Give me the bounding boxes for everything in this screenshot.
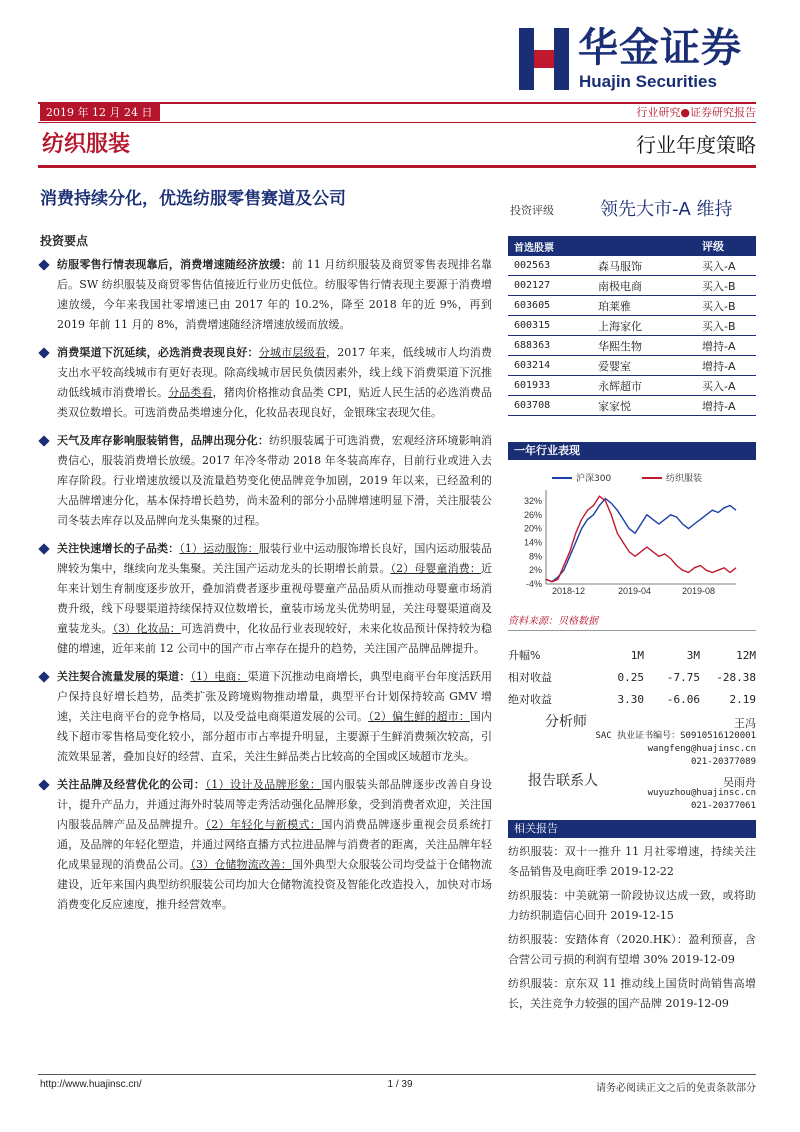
stock-rating: 买入-B xyxy=(702,299,736,313)
related-reports-title: 相关报告 xyxy=(508,820,756,838)
table-row xyxy=(508,276,756,296)
cell-value: 3.30 xyxy=(617,692,644,706)
cell-value: 0.25 xyxy=(617,670,644,684)
stock-name: 南极电商 xyxy=(598,279,642,293)
stock-code: 603214 xyxy=(514,360,551,371)
table-row xyxy=(508,316,756,336)
analyst-heading: 分析师 xyxy=(545,714,587,730)
x-tick-label: 2019-08 xyxy=(682,586,716,596)
point-subhead: 分城市层级看 xyxy=(258,346,326,359)
rating-value: 领先大市-A 维持 xyxy=(600,199,733,220)
stock-name: 森马服饰 xyxy=(598,259,642,273)
diamond-bullet-icon xyxy=(38,347,49,358)
table-header xyxy=(508,644,756,666)
stock-rating: 买入-B xyxy=(702,279,736,293)
related-reports-list xyxy=(508,842,756,1018)
stock-code: 002563 xyxy=(514,260,551,271)
stock-name: 永辉超市 xyxy=(598,379,642,393)
point-subhead: 分品类看 xyxy=(168,386,213,399)
rating-label: 投资评级 xyxy=(510,204,554,217)
industry-name: 纺织服装 xyxy=(42,132,131,157)
stock-name: 爱婴室 xyxy=(598,359,631,373)
stock-rating: 买入-A xyxy=(702,259,736,273)
stock-name: 珀莱雅 xyxy=(598,299,631,313)
point-headline: 关注快速增长的子品类： xyxy=(57,542,180,555)
point-1 xyxy=(40,255,492,335)
point-body: ，猪肉价格推动食品类 CPI，贴近人民生活的必选消费品类双位数增长。可选消费品类增速分化，化妆品表现良好，金银珠宝表现欠佳。 xyxy=(57,386,493,419)
stock-rating: 增持-A xyxy=(702,339,736,353)
point-body: 渠道下沉推动电商增长，典型电商平台年度活跃用户保持良好增长趋势，品类扩张及跨境购物推动增量，典型平台计划保持较高 GMV 增速，关注电商平台的竞争格局，以及受益电商渠道发展的公司。 xyxy=(57,670,493,723)
highlights-heading: 投资要点 xyxy=(40,234,89,248)
contact-name: 吴雨舟 xyxy=(723,776,756,789)
related-report-item[interactable]: 纺织服装：双十一推升 11 月社零增速，持续关注冬品销售及电商旺季 2019-12-22 xyxy=(508,845,756,878)
analyst-phone: 021-20377089 xyxy=(690,757,756,767)
col-header-stock: 首选股票 xyxy=(514,242,554,254)
y-tick-label: 8% xyxy=(528,551,542,562)
point-headline: 关注契合流量发展的渠道： xyxy=(57,670,191,683)
contact-phone: 021-20377061 xyxy=(690,801,756,811)
stock-name: 家家悦 xyxy=(598,399,631,413)
preferred-stocks-table xyxy=(508,236,756,416)
chart-source: 资料来源：贝格数据 xyxy=(508,616,598,627)
series-line xyxy=(546,496,736,581)
stock-code: 601933 xyxy=(514,380,551,391)
investment-highlights xyxy=(40,232,492,923)
stock-rating: 增持-A xyxy=(702,399,736,413)
point-headline: 纺服零售行情表现靠后，消费增速随经济放缓： xyxy=(57,258,292,271)
legend-label: 纺织服装 xyxy=(666,474,703,484)
cell-value: 2.19 xyxy=(729,692,756,706)
point-subhead: （1）电商： xyxy=(190,670,248,683)
report-type: 行业年度策略 xyxy=(636,133,756,157)
point-body: 前 11 月纺织服装及商贸零售表现排名靠后。SW 纺织服装及商贸零售估值接近行业历史低位。纺服零售行情表现主要源于消费增速放缓，今年来我国社零增速已由 2017 年的 10.2%，降至 2018 年的近 9%，再到 2019 年前 11 月的 8%，消费增速随经济增速放缓而放缓。 xyxy=(57,258,492,331)
analyst-email[interactable]: wangfeng@huajinsc.cn xyxy=(647,744,756,754)
x-tick-label: 2018-12 xyxy=(552,586,586,596)
contact-details xyxy=(560,787,756,813)
col-header: 12M xyxy=(736,648,756,662)
table-row xyxy=(508,688,756,710)
industry-performance-chart xyxy=(508,466,756,612)
huajin-logo-icon xyxy=(519,28,569,90)
point-body: 纺织服装属于可选消费，宏观经济环境影响消费信心，服装消费增长放缓。2017 年冷冬带动 2018 年冬装高库存，目前行业或进入去库存阶段。行业增速放缓以及流量趋势变化使品牌竞争加剧，2019 年以来，已经盈利的大品牌增速分化，基本保持增长趋势，尚未盈利的部分小品牌增速明显下滑，关注服装公司冬装去库存以及品牌向龙头集聚的过程。 xyxy=(57,434,492,527)
diamond-bullet-icon xyxy=(38,543,49,554)
point-body: 国内线下超市零售格局变化较小，部分超市市占率提升明显，主要源于生鲜消费频次较高，引流效果显著，叠加良好的经营、直采，关注生鲜品类占比较高的全国或区域超市龙头。 xyxy=(57,710,493,763)
perf-section-title: 一年行业表现 xyxy=(508,442,756,460)
table-row xyxy=(508,376,756,396)
contact-email[interactable]: wuyuzhou@huajinsc.cn xyxy=(647,788,756,798)
y-tick-label: -4% xyxy=(525,579,542,589)
point-headline: 消费渠道下沉延续，必选消费表现良好： xyxy=(57,346,259,359)
diamond-bullet-icon xyxy=(38,779,49,790)
table-header xyxy=(508,236,756,256)
table-row xyxy=(508,666,756,688)
table-row xyxy=(508,296,756,316)
point-subhead: （2）年轻化与新模式： xyxy=(205,818,322,831)
y-tick-label: 20% xyxy=(523,523,542,534)
brand-name-en: Huajin Securities xyxy=(579,72,717,91)
point-subhead: （3）化妆品： xyxy=(112,622,181,635)
header-bottom-rule xyxy=(38,165,756,168)
stock-rating: 买入-B xyxy=(702,319,736,333)
diamond-bullet-icon xyxy=(38,259,49,270)
analyst-details xyxy=(560,730,756,769)
disclaimer-note: 请务必阅读正文之后的免责条款部分 xyxy=(596,1083,756,1094)
point-4 xyxy=(40,539,492,659)
stock-code: 603605 xyxy=(514,300,551,311)
point-body: ，2017 年来，低线城市人均消费支出水平较高线城市有更好表现。除高线城市居民负债因素外，线上线下消费渠道下沉推动低线城市消费增长。 xyxy=(57,346,492,399)
related-report-item[interactable]: 纺织服装：安踏体育（2020.HK）：盈利预喜，含合营公司亏损的利润有望增 30% 2019-12-09 xyxy=(508,933,756,966)
point-body: 近年来计划生育制度逐步放开，叠加消费者逐步重视母婴童产品品质从而推动母婴童市场消费升级，线下母婴渠道持续保持双位数增长，童装市场龙头优势明显，关注母婴渠道商及童装龙头。 xyxy=(57,562,493,635)
stock-rating: 买入-A xyxy=(702,379,736,393)
cell-value: -6.06 xyxy=(666,692,700,706)
diamond-bullet-icon xyxy=(38,671,49,682)
point-body: 国内消费品牌逐步重视会员系统打通，及品牌的年轻化塑造，并通过网络直播方式拉进品牌与消费者的距离，关注品牌年轻化成果显现的消费品公司。 xyxy=(57,818,493,871)
table-row xyxy=(508,336,756,356)
related-report-item[interactable]: 纺织服装：中美就第一阶段协议达成一致，或将助力纺织制造信心回升 2019-12-15 xyxy=(508,889,756,922)
analyst-name: 王冯 xyxy=(734,717,756,730)
y-tick-label: 26% xyxy=(523,509,542,520)
footer-url[interactable]: http://www.huajinsc.cn/ xyxy=(40,1079,142,1090)
col-header: 3M xyxy=(686,648,700,662)
stock-code: 600315 xyxy=(514,320,551,331)
stock-code: 603708 xyxy=(514,400,551,411)
point-body: 服装行业中运动服饰增长良好，国内运动服装品牌较为集中，继续向龙头集聚。关注国产运动龙头的长期增长前景。 xyxy=(57,542,493,575)
stock-name: 华熙生物 xyxy=(598,339,642,353)
report-title: 消费持续分化，优选纺服零售赛道及公司 xyxy=(40,189,346,209)
stock-rating: 增持-A xyxy=(702,359,736,373)
point-subhead: （1）运动服饰： xyxy=(179,542,259,555)
point-6 xyxy=(40,775,492,915)
point-subhead: （1）设计及品牌形象： xyxy=(205,778,322,791)
table-row xyxy=(508,256,756,276)
related-report-item[interactable]: 纺织服装：京东双 11 推动线上国货时尚销售高增长，关注竞争力较强的国产品牌 2019-12-09 xyxy=(508,977,756,1010)
report-tags: 行业研究●证券研究报告 xyxy=(636,106,756,119)
point-5 xyxy=(40,667,492,767)
stock-name: 上海家化 xyxy=(598,319,642,333)
col-header: 1M xyxy=(630,648,644,662)
source-rule xyxy=(508,630,756,631)
performance-table xyxy=(508,644,756,710)
brand-name-cn: 华金证券 xyxy=(578,25,742,71)
col-header-rating: 评级 xyxy=(702,240,724,253)
point-body: 可选消费中，化妆品行业表现较好，未来化妆品预计保持较为稳健的增速，近年来前 12 公司中的国产市占率存在提升的趋势，关注国产品牌品牌提升。 xyxy=(57,622,493,655)
point-body: 国内服装头部品牌逐步改善自身设计，提升产品力，并通过海外时装周等走秀活动强化品牌形象，受到消费者欢迎，关注国内服装品牌产品及品牌提升。 xyxy=(57,778,493,831)
analyst-cert: SAC 执业证书编号：S0910516120001 xyxy=(595,731,756,741)
point-headline: 关注品牌及经营优化的公司： xyxy=(57,778,206,791)
cell-value: -7.75 xyxy=(666,670,700,684)
header-mid-rule xyxy=(38,122,756,123)
report-date: 2019 年 12 月 24 日 xyxy=(40,104,160,121)
footer-rule xyxy=(38,1074,756,1075)
col-header: 升幅% xyxy=(508,649,541,662)
y-tick-label: 32% xyxy=(523,495,542,506)
table-row xyxy=(508,356,756,376)
row-label: 相对收益 xyxy=(508,671,552,684)
y-tick-label: 14% xyxy=(523,537,542,548)
contact-heading: 报告联系人 xyxy=(528,773,598,789)
point-subhead: （2）母婴童消费： xyxy=(390,562,482,575)
point-3 xyxy=(40,431,492,531)
cell-value: -28.38 xyxy=(716,670,756,684)
series-line xyxy=(546,499,736,582)
stock-code: 688363 xyxy=(514,340,551,351)
stock-code: 002127 xyxy=(514,280,551,291)
point-subhead: （2）偏生鲜的超市： xyxy=(368,710,470,723)
legend-label: 沪深300 xyxy=(576,474,612,484)
table-row xyxy=(508,396,756,416)
point-body: 国外典型大众服装公司均受益于仓储物流建设，近年来国内典型纺织服装公司均加大仓储物流投资及智能化改造投入，加快对市场消费变化反应速度，推升经营效率。 xyxy=(57,858,493,911)
page-number: 1 / 39 xyxy=(387,1079,413,1090)
diamond-bullet-icon xyxy=(38,435,49,446)
point-subhead: （3）仓储物流改善： xyxy=(190,858,293,871)
x-tick-label: 2019-04 xyxy=(618,586,652,596)
row-label: 绝对收益 xyxy=(508,693,552,706)
point-2 xyxy=(40,343,492,423)
y-tick-label: 2% xyxy=(528,565,542,576)
point-headline: 天气及库存影响服装销售，品牌出现分化： xyxy=(57,434,269,447)
